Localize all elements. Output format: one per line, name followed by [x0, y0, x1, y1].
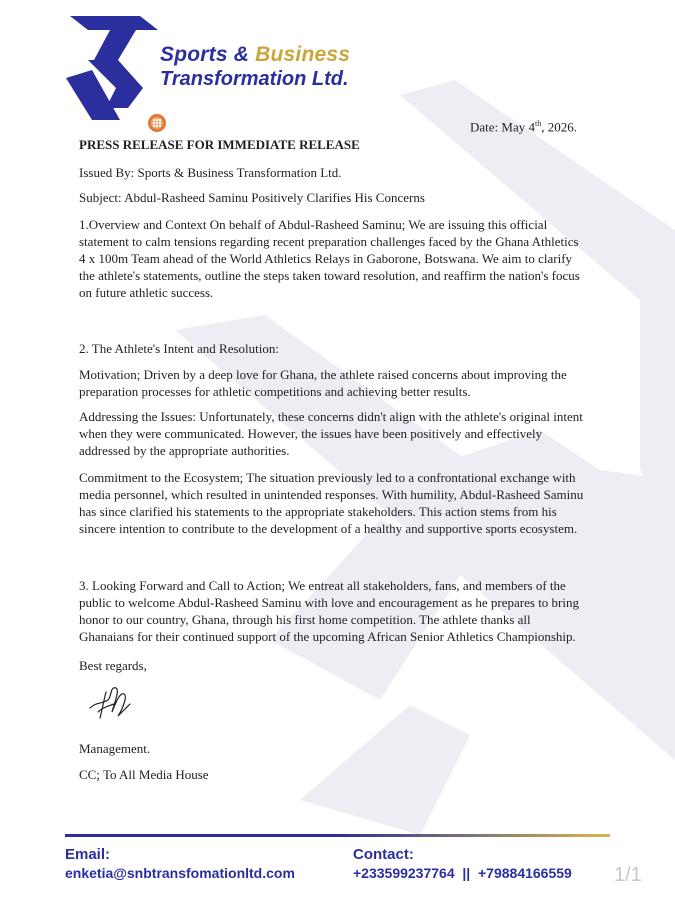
paragraph-issues: Addressing the Issues: Unfortunately, these concerns didn't align with the athlete's original intent when they were communicated. However, the issues have been positively and effectively addressed by the appropriate authorities. — [79, 409, 583, 458]
footer-email — [65, 846, 295, 882]
company-logo-icon — [58, 8, 168, 123]
cc-line: CC; To All Media House — [79, 767, 209, 782]
paragraph-call-to-action: 3. Looking Forward and Call to Action; We entreat all stakeholders, fans, and members of the public to welcome Abdul-Rasheed Saminu with love and encouragement as he prepares to bring honor to our country, Ghana, through his first home competition. The athlete thanks all Ghanaians for their continued support of the upcoming African Senior Athletics Championship. — [79, 578, 579, 644]
footer-divider — [65, 834, 610, 837]
closing-line: Best regards, — [79, 658, 147, 673]
email-label: Email: — [65, 846, 111, 863]
paragraph-commitment: Commitment to the Ecosystem; The situation previously led to a confrontational exchange with media personnel, which resulted in unintended responses. With humility, Abdul-Rasheed Saminu has since clarified his statements to the appropriate stakeholders. This action stems from his sincere intention to contribute to the development of a healthy and supportive sports ecosystem. — [79, 470, 584, 536]
page-counter: 1/1 — [614, 864, 642, 886]
brand-line-2: Transformation Ltd. — [160, 68, 349, 90]
release-date — [470, 119, 577, 135]
date-ordinal: th — [534, 119, 542, 128]
brand-line-1-b: Business — [255, 43, 351, 66]
contact-label: Contact: — [353, 846, 414, 863]
email-value[interactable]: enketia@snbtransfomationltd.com — [65, 865, 295, 881]
date-prefix: Date: May 4 — [470, 119, 535, 135]
company-name — [160, 43, 350, 91]
date-suffix: , 2026. — [541, 119, 577, 135]
paragraph-overview: 1.Overview and Context On behalf of Abdul-Rasheed Saminu; We are issuing this official statement to calm tensions regarding recent preparation challenges faced by the Ghana Athletics 4 x 100m Team ahead of the World Athletics Relays in Gaborone, Botswana. We aim to clarify the athlete's statements, outline the steps taken toward resolution, and reaffirm the nation's focus on future athletic success. — [79, 217, 580, 300]
section-heading-2: 2. The Athlete's Intent and Resolution: — [79, 341, 279, 356]
paragraph-motivation: Motivation; Driven by a deep love for Ghana, the athlete raised concerns about improving the preparation processes for athletic competitions and achieving better results. — [79, 367, 567, 399]
headline: PRESS RELEASE FOR IMMEDIATE RELEASE — [79, 137, 360, 152]
footer-contact — [353, 846, 572, 882]
handwritten-signature — [86, 682, 132, 722]
issued-by: Issued By: Sports & Business Transformation Ltd. — [79, 165, 342, 180]
brand-line-1-a: Sports & — [160, 43, 256, 66]
contact-value[interactable]: +233599237764 || +79884166559 — [353, 865, 572, 881]
signatory: Management. — [79, 741, 151, 756]
subject-line: Subject: Abdul-Rasheed Saminu Positively Clarifies His Concerns — [79, 190, 425, 205]
brand-line-1 — [160, 43, 350, 67]
seal-icon — [147, 113, 167, 133]
